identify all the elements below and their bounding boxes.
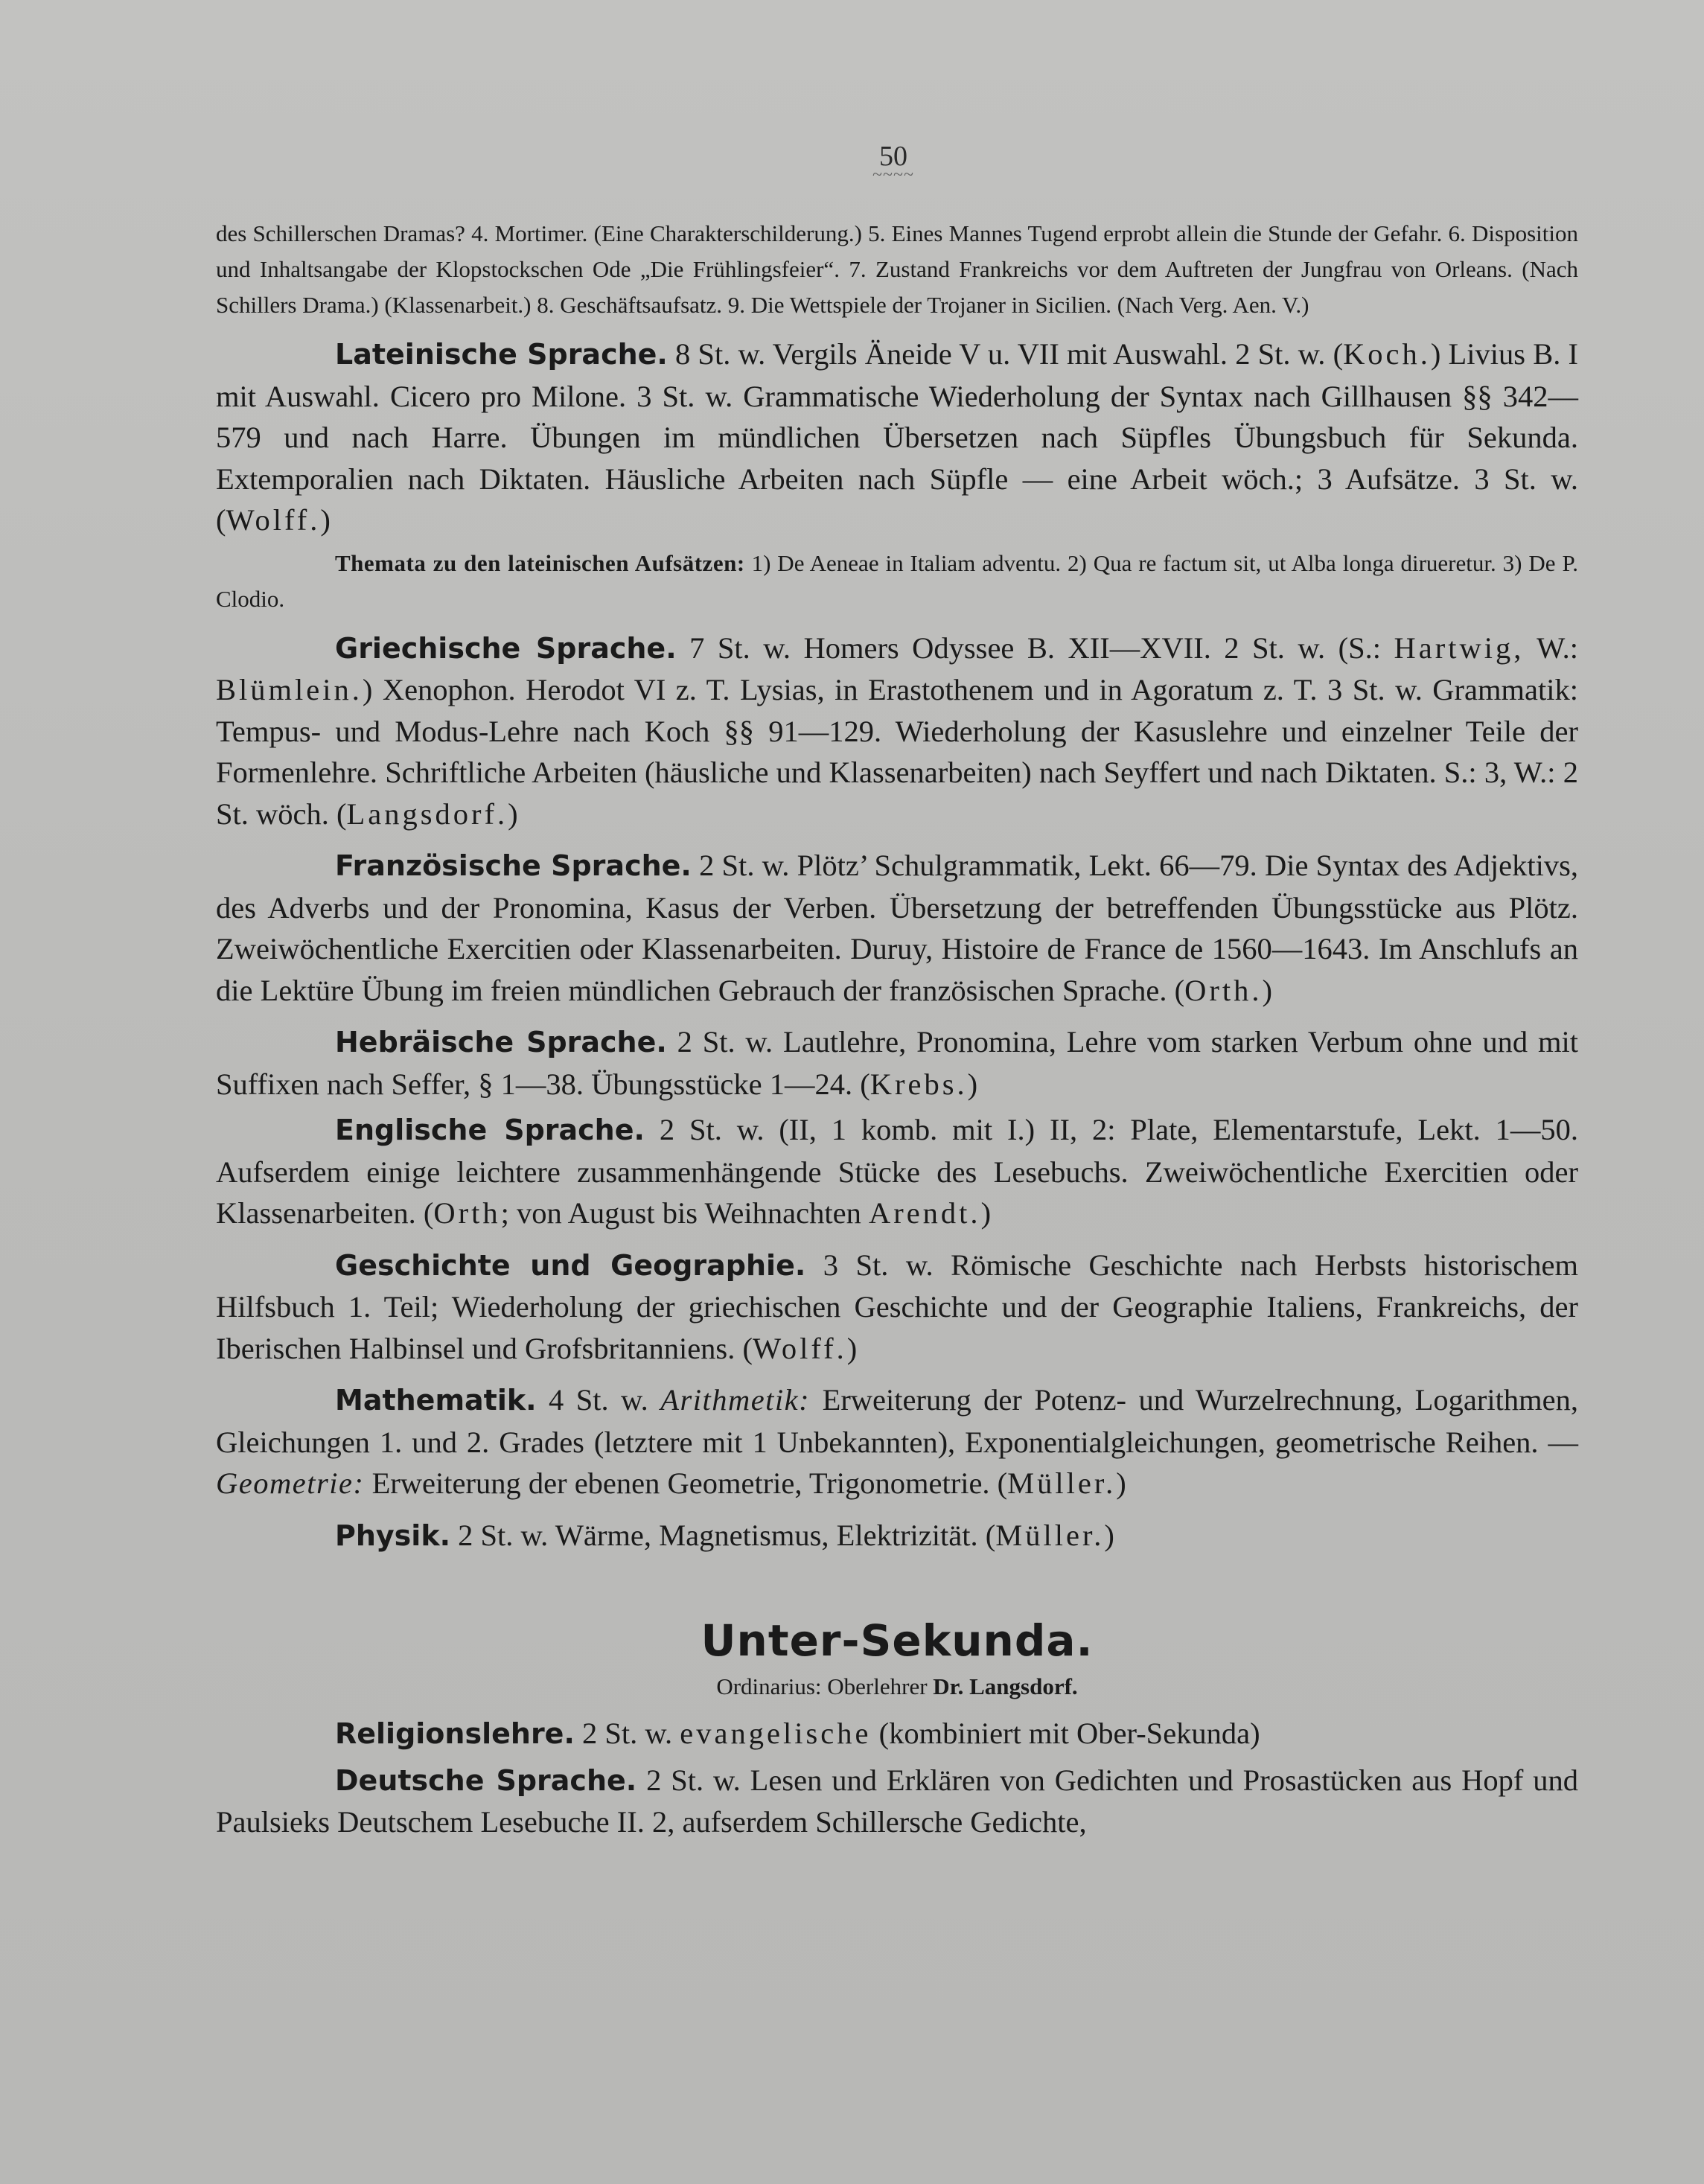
- heading-themata: Themata zu den lateinischen Aufsätzen:: [335, 549, 745, 576]
- section-geschichte: Geschichte und Geographie. 3 St. w. Römische Geschichte nach Herbsts historischem Hilfsbuch 1. Teil; Wiederholung der griechischen Geschichte und der Geographie Italiens, Frankreichs, der Iberischen Halbinsel und Grofsbritanniens. (Wolff.): [216, 1248, 1578, 1365]
- ordinarius-line: Ordinarius: Oberlehrer Dr. Langsdorf.: [716, 1673, 1078, 1699]
- heading-mathematik: Mathematik.: [335, 1384, 537, 1417]
- section-franzoesisch: Französische Sprache. 2 St. w. Plötz’ Schulgrammatik, Lekt. 66—79. Die Syntax des Adjektivs, des Adverbs und der Pronomina, Kasus der Verben. Übersetzung der betreffenden Übungsstücke aus Plötz. Zweiwöchentliche Exercitien oder Klassenarbeiten. Duruy, Histoire de France de 1560—1643. Im Anschlufs an die Lektüre Übung im freien mündlichen Gebrauch der französischen Sprache. (Orth.): [216, 849, 1578, 1007]
- teacher-name: Orth.: [1184, 973, 1263, 1007]
- section-themata: Themata zu den lateinischen Aufsätzen: 1) De Aeneae in Italiam adventu. 2) Qua re factum sit, ut Alba longa dirueretur. 3) De P. Clodio.: [216, 549, 1578, 612]
- heading-deutsch: Deutsche Sprache.: [335, 1763, 637, 1797]
- class-title-unter-sekunda: Unter-Sekunda.: [701, 1615, 1094, 1666]
- heading-physik: Physik.: [335, 1519, 451, 1552]
- heading-religion: Religionslehre.: [335, 1717, 575, 1750]
- section-deutsch: Deutsche Sprache. 2 St. w. Lesen und Erklären von Gedichten und Prosastücken aus Hopf und Paulsieks Deutschem Lesebuche II. 2, aufserdem Schillersche Gedichte,: [216, 1763, 1578, 1839]
- teacher-name: Krebs.: [869, 1067, 968, 1101]
- section-mathematik: Mathematik. 4 St. w. Arithmetik: Erweiterung der Potenz- und Wurzelrechnung, Logarithmen, Gleichungen 1. und 2. Grades (letztere mit 1 Unbekannten), Exponentialgleichungen, geometrische Reihen. — Geometrie: Erweiterung der ebenen Geometrie, Trigonometrie. (Müller.): [216, 1383, 1578, 1500]
- teacher-name: Hartwig,: [1394, 630, 1525, 665]
- page-body: [216, 216, 1578, 1843]
- page-number-ornament: ~~~~: [872, 165, 914, 185]
- heading-latein: Lateinische Sprache.: [335, 338, 668, 371]
- teacher-name: Blümlein.: [216, 673, 363, 706]
- teacher-name: Wolff.: [752, 1331, 847, 1365]
- heading-griechisch: Griechische Sprache.: [335, 631, 677, 665]
- section-griechisch: Griechische Sprache. 7 St. w. Homers Odyssee B. XII—XVII. 2 St. w. (S.: Hartwig, W.: Blümlein.) Xenophon. Herodot VI z. T. Lysias, in Erastothenem und in Agoratum z. T. 3 St. w. Grammatik: Tempus- und Modus-Lehre nach Koch §§ 91—129. Wiederholung der Kasuslehre und einzelner Teile der Formenlehre. Schriftliche Arbeiten (häusliche und Klassenarbeiten) nach Seyffert und nach Diktaten. S.: 3, W.: 2 St. wöch. (Langsdorf.): [216, 630, 1578, 831]
- section-hebraeisch: Hebräische Sprache. 2 St. w. Lautlehre, Pronomina, Lehre vom starken Verbum ohne und mit Suffixen nach Seffer, § 1—38. Übungsstücke 1—24. (Krebs.): [216, 1025, 1578, 1101]
- section-latein: Lateinische Sprache. 8 St. w. Vergils Äneide V u. VII mit Auswahl. 2 St. w. (Koch.) Livius B. I mit Auswahl. Cicero pro Milone. 3 St. w. Grammatische Wiederholung der Syntax nach Gillhausen §§ 342—579 und nach Harre. Übungen im mündlichen Übersetzen nach Süpfles Übungsbuch für Sekunda. Extemporalien nach Diktaten. Häusliche Arbeiten nach Süpfle — eine Arbeit wöch.; 3 Aufsätze. 3 St. w. (Wolff.): [216, 337, 1578, 537]
- teacher-name: Koch.: [1343, 337, 1431, 371]
- subject-geometrie: Geometrie:: [216, 1466, 365, 1500]
- teacher-name: Orth: [433, 1196, 501, 1230]
- page-number: 50: [879, 141, 907, 172]
- heading-geschichte: Geschichte und Geographie.: [335, 1248, 806, 1282]
- ordinarius-name: Dr. Langsdorf.: [933, 1673, 1078, 1699]
- heading-englisch: Englische Sprache.: [335, 1114, 645, 1146]
- teacher-name: Müller.: [1007, 1466, 1117, 1500]
- teacher-name: Wolff.: [226, 503, 321, 537]
- section-religion: Religionslehre. 2 St. w. evangelische (kombiniert mit Ober-Sekunda): [335, 1717, 1260, 1750]
- subject-arithmetik: Arithmetik:: [660, 1383, 811, 1417]
- intro-paragraph: des Schillerschen Dramas? 4. Mortimer. (Eine Charakterschilderung.) 5. Eines Mannes Tugend erprobt allein die Stunde der Gefahr. 6. Disposition und Inhaltsangabe der Klopstockschen Ode „Die Frühlingsfeier“. 7. Zustand Frankreichs vor dem Auftreten der Jungfrau von Orleans. (Nach Schillers Drama.) (Klassenarbeit.) 8. Geschäftsaufsatz. 9. Die Wettspiele der Trojaner in Sicilien. (Nach Verg. Aen. V.): [216, 220, 1578, 318]
- heading-franzoesisch: Französische Sprache.: [335, 849, 692, 882]
- teacher-name: Arendt.: [868, 1196, 981, 1230]
- teacher-name: Müller.: [995, 1518, 1105, 1552]
- heading-hebraeisch: Hebräische Sprache.: [335, 1026, 667, 1059]
- section-physik: Physik. 2 St. w. Wärme, Magnetismus, Elektrizität. (Müller.): [335, 1518, 1114, 1552]
- teacher-name: Langsdorf.: [346, 796, 508, 831]
- spaced-word: evangelische: [680, 1717, 872, 1750]
- section-englisch: Englische Sprache. 2 St. w. (II, 1 komb. mit I.) II, 2: Plate, Elementarstufe, Lekt. 1—50. Aufserdem einige leichtere zusammenhängende Stücke des Lesebuchs. Zweiwöchentliche Exercitien oder Klassenarbeiten. (Orth; von August bis Weihnachten Arendt.): [216, 1113, 1578, 1230]
